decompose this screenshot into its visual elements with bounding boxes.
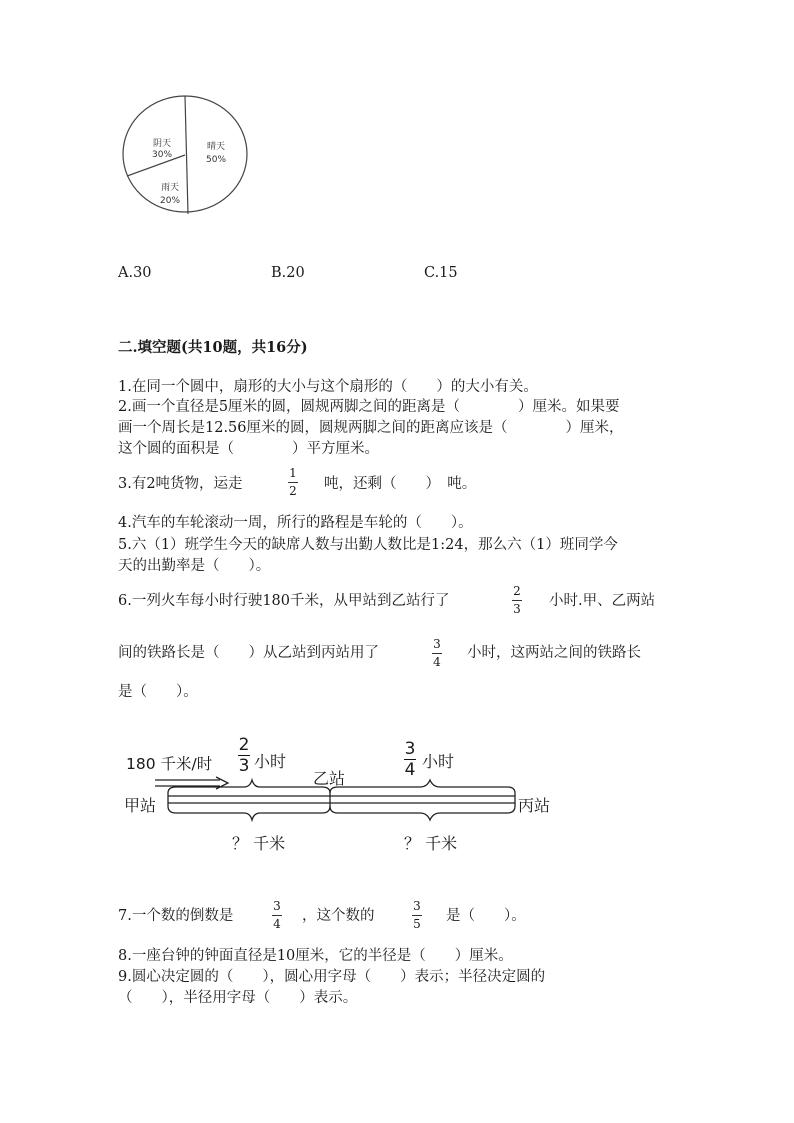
upper-brace-1	[168, 780, 330, 793]
question-7-fraction-1	[272, 900, 282, 931]
choice-b: B.20	[271, 265, 305, 281]
station-b-label: 乙站	[313, 769, 346, 788]
question-4: 4.汽车的车轮滚动一周，所行的路程是车轮的（ ）。	[118, 515, 473, 531]
distance-2-label: ？ 千米	[404, 834, 458, 853]
question-6-line-3: 是（ ）。	[118, 684, 198, 700]
choice-c: C.15	[424, 265, 458, 281]
question-9-line-2: （ ），半径用字母（ ）表示。	[118, 990, 358, 1006]
diagram-unit-2: 小时	[422, 752, 455, 771]
fraction-denominator: 4	[273, 917, 281, 931]
question-6-line-2-after: 小时，这两站之间的铁路长	[467, 645, 641, 661]
fraction-numerator: 3	[404, 739, 416, 759]
question-6-line-2-before: 间的铁路长是（ ）从乙站到丙站用了	[118, 645, 379, 661]
question-3-fraction	[288, 467, 298, 498]
question-7-fraction-2	[412, 900, 422, 931]
fraction-numerator: 1	[289, 466, 297, 480]
question-2-line-2: 画一个周长是12.56厘米的圆，圆规两脚之间的距离应该是（ ）厘米，	[118, 420, 624, 436]
lower-brace-2	[330, 806, 515, 820]
upper-brace-2	[330, 780, 515, 793]
question-2-line-3: 这个圆的面积是（ ）平方厘米。	[118, 441, 379, 457]
railway-diagram	[120, 735, 560, 860]
railway-track	[120, 735, 560, 860]
fraction-numerator: 3	[433, 637, 441, 651]
lower-brace-1	[168, 806, 330, 820]
question-9-line-1: 9.圆心决定圆的（ ），圆心用字母（ ）表示；半径决定圆的	[118, 969, 546, 985]
question-3-text-after: 吨，还剩（ ） 吨。	[324, 476, 477, 492]
fraction-denominator: 4	[404, 760, 416, 780]
diagram-unit-1: 小时	[254, 752, 287, 771]
question-3-text-before: 3.有2吨货物，运走	[118, 476, 243, 492]
distance-1-label: ？ 千米	[232, 834, 286, 853]
fraction-denominator: 3	[513, 602, 521, 616]
question-8: 8.一座台钟的钟面直径是10厘米，它的半径是（ ）厘米。	[118, 948, 513, 964]
weather-pie-chart	[120, 93, 254, 219]
pie-value-cloudy: 30%	[152, 150, 173, 160]
question-5-line-1: 5.六（1）班学生今天的缺席人数与出勤人数比是1:24，那么六（1）班同学今	[118, 537, 618, 553]
station-c-label: 丙站	[518, 796, 551, 815]
pie-label-rainy: 雨天	[161, 183, 180, 193]
fraction-denominator: 2	[289, 484, 297, 498]
fraction-denominator: 3	[238, 756, 250, 776]
question-5-line-2: 天的出勤率是（ ）。	[118, 558, 271, 574]
speed-label: 180 千米/时	[126, 755, 213, 773]
fraction-numerator: 3	[273, 899, 281, 913]
pie-label-sunny: 晴天	[207, 142, 226, 152]
section-title: 二.填空题(共10题，共16分)	[118, 339, 308, 356]
pie-label-cloudy: 阴天	[153, 139, 172, 149]
question-6-line-1-after: 小时.甲、乙两站	[549, 593, 656, 609]
fraction-denominator: 5	[413, 917, 421, 931]
pie-divider-top	[185, 96, 188, 214]
question-6-fraction-1	[512, 585, 522, 616]
pie-value-rainy: 20%	[160, 196, 181, 206]
fraction-numerator: 2	[238, 735, 250, 755]
question-1: 1.在同一个圆中，扇形的大小与这个扇形的（ ）的大小有关。	[118, 379, 538, 395]
station-a-label: 甲站	[124, 796, 157, 815]
question-6-fraction-2	[432, 638, 442, 669]
fraction-denominator: 4	[433, 655, 441, 669]
fraction-numerator: 3	[413, 899, 421, 913]
fraction-numerator: 2	[513, 584, 521, 598]
question-7-text-middle: ，这个数的	[302, 908, 375, 924]
question-2-line-1: 2.画一个直径是5厘米的圆，圆规两脚之间的距离是（ ）厘米。如果要	[118, 399, 620, 415]
question-6-line-1-before: 6.一列火车每小时行驶180千米，从甲站到乙站行了	[118, 593, 450, 609]
question-7-text-before: 7.一个数的倒数是	[118, 908, 234, 924]
question-7-text-after: 是（ ）。	[446, 908, 526, 924]
choice-a: A.30	[118, 265, 152, 281]
pie-value-sunny: 50%	[206, 155, 227, 165]
